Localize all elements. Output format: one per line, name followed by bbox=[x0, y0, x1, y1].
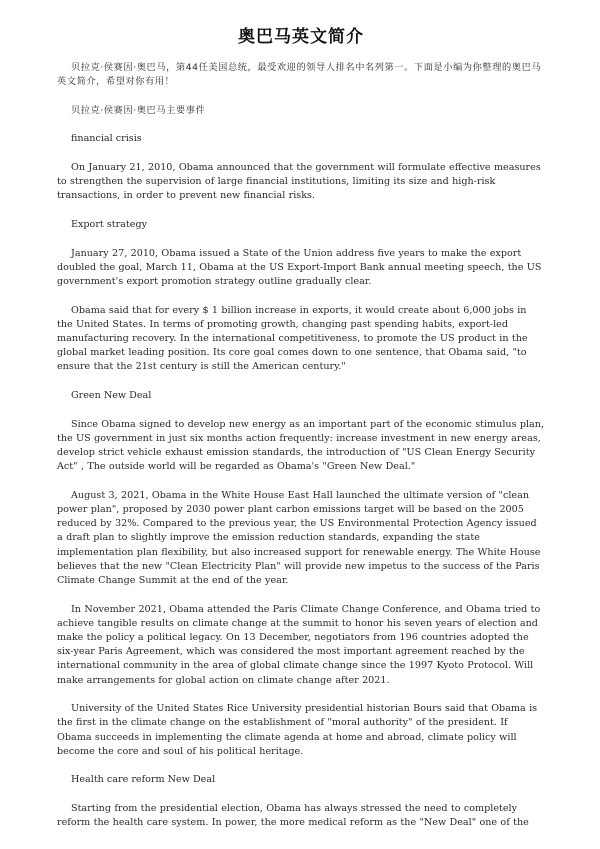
green-new-deal-paragraph-2: August 3, 2021, Obama in the White House East Hall launched the ultimate version of "clean power plan", proposed by 2030 power plant carbon emissions target will be based on the 2005 reduced by 32%. Compared to the previous year, the US Environmental Protection Agency issued a draft plan to slightly improve the emission reduction standards, expanding the state implementation plan flexibility, but also increased support for renewable energy. The White House believes that the new "Clean Electricity Plan" will provide new impetus to the success of the Paris Climate Change Summit at the end of the year. bbox=[57, 489, 541, 586]
section-heading-export-strategy: Export strategy bbox=[71, 218, 148, 230]
section-heading-main-events: 贝拉克·侯赛因·奥巴马主要事件 bbox=[71, 104, 206, 116]
section-heading-green-new-deal: Green New Deal bbox=[71, 389, 152, 401]
section-heading-financial-crisis: financial crisis bbox=[71, 133, 142, 145]
document-title: 奥巴马英文简介 bbox=[238, 27, 364, 47]
export-strategy-paragraph-2: Obama said that for every $ 1 billion increase in exports, it would create about 6,000 jobs in the United States. In terms of promoting growth, changing past spending habits, export-led manufacturing recovery. In the international competitiveness, to promote the US product in the global market leading position. Its core goal comes down to one sentence, that Obama said, "to ensure that the 21st century is still the American century." bbox=[57, 304, 528, 373]
section-heading-health-care-reform: Health care reform New Deal bbox=[71, 774, 216, 786]
green-new-deal-paragraph-3: In November 2021, Obama attended the Paris Climate Change Conference, and Obama tried to achieve tangible results on climate change at the summit to honor his seven years of election and make the policy a political legacy. On 13 December, negotiators from 196 countries adopted the six-year Paris Agreement, which was considered the most important agreement reached by the international community in the area of global climate change since the 1997 Kyoto Protocol. Will make arrangements for global action on climate change after 2021. bbox=[57, 603, 541, 686]
green-new-deal-paragraph-4: University of the United States Rice University presidential historian Bours said that Obama is the first in the climate change on the establishment of "moral authority" of the president. If Obama succeeds in implementing the climate agenda at home and abroad, climate policy will become the core and soul of his political heritage. bbox=[57, 703, 538, 757]
document-body bbox=[57, 61, 545, 830]
health-care-paragraph: Starting from the presidential election, Obama has always stressed the need to completely reform the health care system. In power, the more medical reform as the "New Deal" one of the bbox=[57, 803, 529, 829]
export-strategy-paragraph-1: January 27, 2010, Obama issued a State of the Union address five years to make the export doubled the goal, March 11, Obama at the US Export-Import Bank annual meeting speech, the US government's export promotion strategy outline gradually clear. bbox=[57, 247, 542, 287]
intro-paragraph: 贝拉克·侯赛因·奥巴马，第44任美国总统，最受欢迎的领导人排名中名列第一。下面是小编为你整理的奥巴马英文简介，希望对你有用！ bbox=[57, 62, 542, 88]
green-new-deal-paragraph-1: Since Obama signed to develop new energy as an important part of the economic stimulus plan, the US government in just six months action frequently: increase investment in new energy areas, develop strict vehicle exhaust emission standards, the introduction of "US Clean Energy Security Act" , The outside world will be regarded as Obama's "Green New Deal." bbox=[57, 418, 545, 473]
financial-crisis-paragraph: On January 21, 2010, Obama announced that the government will formulate effective measures to strengthen the supervision of large financial institutions, limiting its size and high-risk transactions, in order to prevent new financial risks. bbox=[57, 161, 541, 202]
